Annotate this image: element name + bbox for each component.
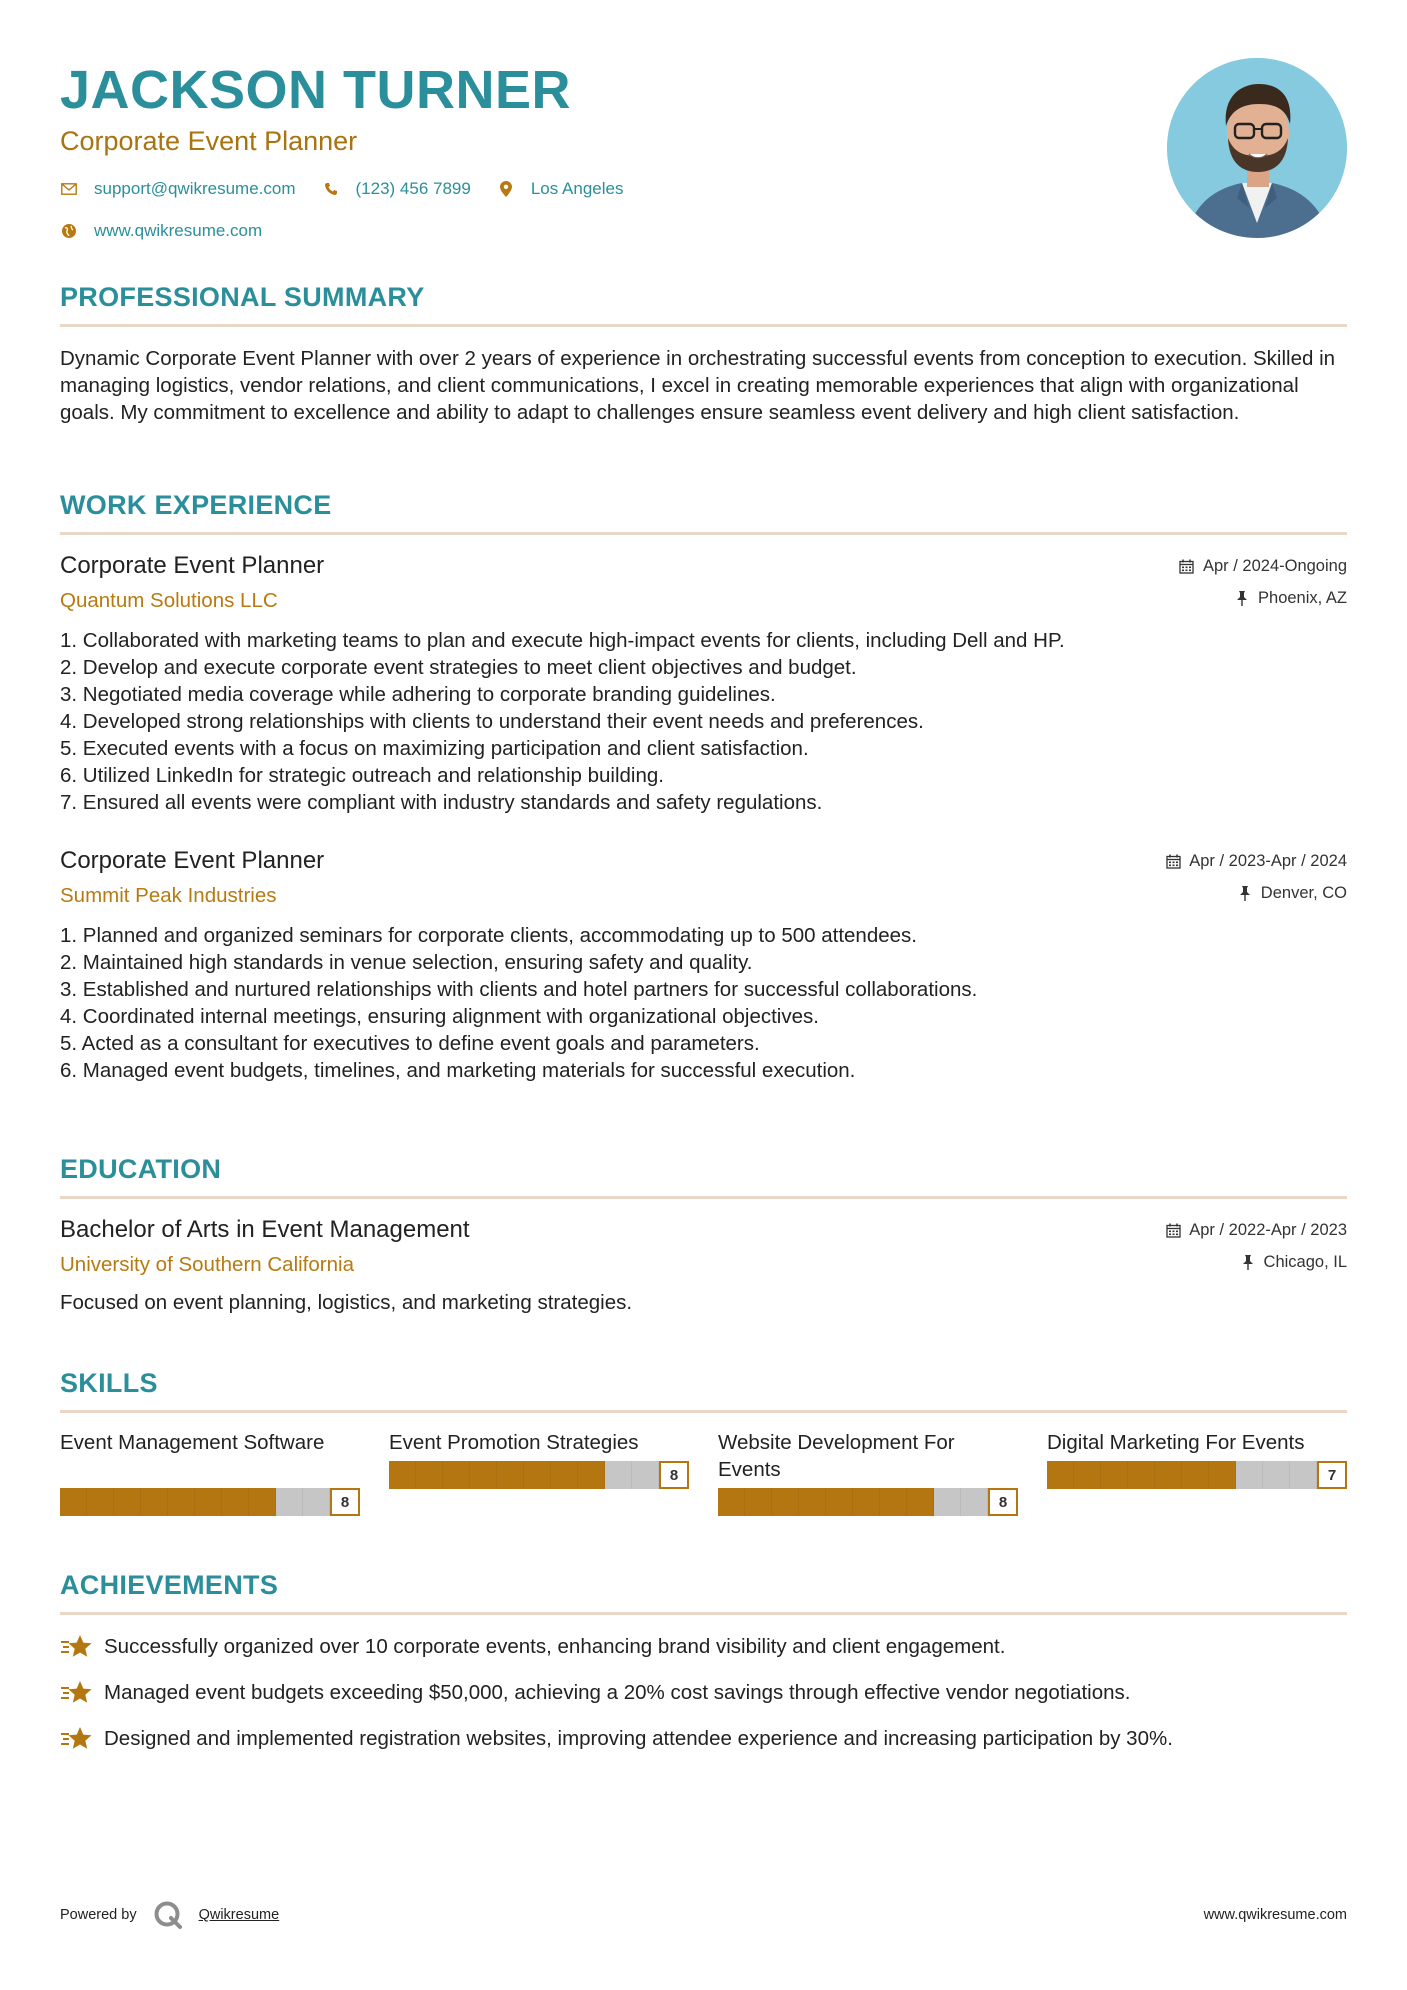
candidate-name: JACKSON TURNER bbox=[60, 60, 572, 120]
education-dates bbox=[1165, 1219, 1347, 1241]
skill-segment-filled bbox=[1101, 1461, 1128, 1489]
job-entry bbox=[60, 846, 1347, 1084]
skill-segment-empty bbox=[961, 1488, 988, 1516]
pushpin-icon bbox=[1237, 885, 1253, 901]
skill-name: Website Development For Events bbox=[718, 1431, 955, 1481]
education-heading: EDUCATION bbox=[60, 1154, 222, 1184]
job-location bbox=[1179, 587, 1347, 609]
skill-rating bbox=[718, 1488, 1018, 1516]
section-divider bbox=[60, 1612, 1347, 1615]
contact-row bbox=[60, 178, 1170, 200]
star-award-icon bbox=[60, 1633, 92, 1661]
skill-segment-empty bbox=[632, 1461, 659, 1489]
skill-segment-filled bbox=[1128, 1461, 1155, 1489]
education-section bbox=[60, 1152, 1347, 1316]
skill-segment-filled bbox=[799, 1488, 826, 1516]
skill-segment-filled bbox=[524, 1461, 551, 1489]
list-item: 2. Develop and execute corporate event strategies to meet client objectives and budget. bbox=[60, 656, 857, 679]
skill-item bbox=[718, 1429, 1018, 1516]
calendar-icon bbox=[1165, 1222, 1181, 1238]
education-location-text: Chicago, IL bbox=[1263, 1252, 1347, 1271]
job-title: Corporate Event Planner bbox=[60, 552, 325, 579]
skill-name: Event Management Software bbox=[60, 1431, 325, 1454]
skill-segment-filled bbox=[1209, 1461, 1236, 1489]
skill-bar bbox=[718, 1488, 988, 1516]
pushpin-icon bbox=[1240, 1254, 1256, 1270]
contact-location bbox=[497, 179, 624, 199]
map-pin-icon bbox=[497, 180, 515, 198]
skill-segment-filled bbox=[60, 1488, 87, 1516]
education-description: Focused on event planning, logistics, and marketing strategies. bbox=[60, 1291, 633, 1314]
skill-level-badge: 8 bbox=[330, 1488, 360, 1516]
footer bbox=[60, 1898, 1347, 1932]
achievements-section bbox=[60, 1568, 1347, 1753]
list-item: 1. Collaborated with marketing teams to plan and execute high-impact events for clients, including Dell and HP. bbox=[60, 629, 1065, 652]
skill-segment-filled bbox=[168, 1488, 195, 1516]
summary-section bbox=[60, 280, 1347, 426]
job-bullets bbox=[60, 627, 1347, 816]
phone-icon bbox=[322, 180, 340, 198]
star-award-icon bbox=[60, 1679, 92, 1707]
achievements-heading: ACHIEVEMENTS bbox=[60, 1570, 279, 1600]
skill-segment-filled bbox=[907, 1488, 934, 1516]
skill-segment-filled bbox=[1074, 1461, 1101, 1489]
contact-row-2 bbox=[60, 220, 1170, 242]
education-location bbox=[1165, 1251, 1347, 1273]
pushpin-icon bbox=[1234, 590, 1250, 606]
skill-segment-empty bbox=[1290, 1461, 1317, 1489]
skill-segment-filled bbox=[389, 1461, 416, 1489]
powered-by-label: Powered by bbox=[60, 1907, 137, 1923]
skill-segment-empty bbox=[1263, 1461, 1290, 1489]
skill-item bbox=[1047, 1429, 1347, 1516]
envelope-icon bbox=[60, 180, 78, 198]
skill-item bbox=[389, 1429, 689, 1516]
section-divider bbox=[60, 1196, 1347, 1199]
skill-segment-filled bbox=[578, 1461, 605, 1489]
skill-bar bbox=[1047, 1461, 1317, 1489]
degree-title: Bachelor of Arts in Event Management bbox=[60, 1216, 470, 1243]
list-item: 4. Coordinated internal meetings, ensuring alignment with organizational objectives. bbox=[60, 1005, 819, 1028]
list-item: 3. Established and nurtured relationships with clients and hotel partners for successful collaborations. bbox=[60, 978, 978, 1001]
skill-segment-filled bbox=[880, 1488, 907, 1516]
skill-segment-filled bbox=[745, 1488, 772, 1516]
star-award-icon bbox=[60, 1725, 92, 1753]
education-entry bbox=[60, 1215, 1347, 1316]
skill-segment-empty bbox=[1236, 1461, 1263, 1489]
powered-by bbox=[60, 1900, 279, 1930]
list-item: 1. Planned and organized seminars for corporate clients, accommodating up to 500 attendees. bbox=[60, 924, 917, 947]
skill-rating bbox=[1047, 1461, 1347, 1489]
qwikresume-logo-icon bbox=[153, 1900, 183, 1930]
achievement-item bbox=[60, 1679, 1347, 1707]
list-item: 5. Acted as a consultant for executives to define event goals and parameters. bbox=[60, 1032, 760, 1055]
candidate-role: Corporate Event Planner bbox=[60, 126, 358, 156]
achievement-text: Designed and implemented registration websites, improving attendee experience and increasing participation by 30%. bbox=[104, 1727, 1173, 1750]
skill-segment-filled bbox=[114, 1488, 141, 1516]
skills-heading: SKILLS bbox=[60, 1368, 158, 1398]
skill-segment-filled bbox=[718, 1488, 745, 1516]
skill-segment-filled bbox=[853, 1488, 880, 1516]
skill-rating bbox=[389, 1461, 689, 1489]
job-dates-text: Apr / 2024-Ongoing bbox=[1202, 556, 1347, 575]
skill-segment-filled bbox=[222, 1488, 249, 1516]
job-location-text: Phoenix, AZ bbox=[1258, 588, 1347, 607]
skill-segment-filled bbox=[141, 1488, 168, 1516]
globe-icon bbox=[60, 222, 78, 240]
job-entry bbox=[60, 551, 1347, 816]
education-meta bbox=[1165, 1219, 1347, 1273]
footer-website[interactable]: www.qwikresume.com bbox=[1203, 1907, 1347, 1923]
calendar-icon bbox=[1165, 853, 1181, 869]
achievement-text: Successfully organized over 10 corporate events, enhancing brand visibility and client engagement. bbox=[104, 1635, 1006, 1658]
job-dates bbox=[1179, 555, 1347, 577]
skill-level-badge: 7 bbox=[1317, 1461, 1347, 1489]
education-dates-text: Apr / 2022-Apr / 2023 bbox=[1189, 1220, 1347, 1239]
section-divider bbox=[60, 1410, 1347, 1413]
location-text: Los Angeles bbox=[530, 179, 624, 198]
skill-bar bbox=[60, 1488, 330, 1516]
job-company: Summit Peak Industries bbox=[60, 884, 277, 907]
achievement-text: Managed event budgets exceeding $50,000, achieving a 20% cost savings through effective vendor negotiations. bbox=[104, 1681, 1131, 1704]
phone-text: (123) 456 7899 bbox=[355, 179, 471, 198]
section-divider bbox=[60, 324, 1347, 327]
job-title: Corporate Event Planner bbox=[60, 847, 325, 874]
skill-segment-filled bbox=[551, 1461, 578, 1489]
achievement-item bbox=[60, 1725, 1347, 1753]
skill-segment-filled bbox=[87, 1488, 114, 1516]
skill-segment-filled bbox=[470, 1461, 497, 1489]
calendar-icon bbox=[1179, 558, 1195, 574]
profile-photo bbox=[1167, 58, 1347, 238]
contact-email[interactable] bbox=[60, 179, 296, 199]
experience-heading: WORK EXPERIENCE bbox=[60, 490, 332, 520]
skill-segment-empty bbox=[605, 1461, 632, 1489]
skill-rating bbox=[60, 1488, 360, 1516]
skill-level-badge: 8 bbox=[659, 1461, 689, 1489]
brand-link[interactable]: Qwikresume bbox=[198, 1907, 280, 1923]
experience-section bbox=[60, 488, 1347, 1084]
skill-segment-filled bbox=[1155, 1461, 1182, 1489]
skill-segment-filled bbox=[195, 1488, 222, 1516]
skill-segment-filled bbox=[826, 1488, 853, 1516]
contact-website[interactable] bbox=[60, 221, 262, 241]
header bbox=[60, 60, 1170, 250]
skill-segment-filled bbox=[1182, 1461, 1209, 1489]
skills-list bbox=[60, 1429, 1347, 1516]
job-meta bbox=[1179, 555, 1347, 609]
skill-segment-filled bbox=[249, 1488, 276, 1516]
school-name: University of Southern California bbox=[60, 1253, 354, 1276]
job-location bbox=[1165, 882, 1347, 904]
skill-level-badge: 8 bbox=[988, 1488, 1018, 1516]
skill-segment-filled bbox=[1047, 1461, 1074, 1489]
achievement-item bbox=[60, 1633, 1347, 1661]
skill-name: Event Promotion Strategies bbox=[389, 1431, 639, 1454]
job-company: Quantum Solutions LLC bbox=[60, 589, 278, 612]
job-bullets bbox=[60, 922, 1347, 1084]
skill-segment-empty bbox=[276, 1488, 303, 1516]
list-item: 6. Managed event budgets, timelines, and marketing materials for successful execution. bbox=[60, 1059, 856, 1082]
skill-bar bbox=[389, 1461, 659, 1489]
skill-segment-filled bbox=[497, 1461, 524, 1489]
skill-name: Digital Marketing For Events bbox=[1047, 1431, 1305, 1454]
contact-phone[interactable] bbox=[322, 179, 471, 199]
skill-segment-empty bbox=[934, 1488, 961, 1516]
list-item: 3. Negotiated media coverage while adhering to corporate branding guidelines. bbox=[60, 683, 776, 706]
skill-item bbox=[60, 1429, 360, 1516]
job-dates bbox=[1165, 850, 1347, 872]
job-dates-text: Apr / 2023-Apr / 2024 bbox=[1189, 851, 1347, 870]
list-item: 2. Maintained high standards in venue selection, ensuring safety and quality. bbox=[60, 951, 753, 974]
job-location-text: Denver, CO bbox=[1260, 883, 1347, 902]
list-item: 5. Executed events with a focus on maximizing participation and client satisfaction. bbox=[60, 737, 809, 760]
summary-heading: PROFESSIONAL SUMMARY bbox=[60, 282, 425, 312]
job-meta bbox=[1165, 850, 1347, 904]
skills-section bbox=[60, 1366, 1347, 1516]
website-text: www.qwikresume.com bbox=[94, 221, 263, 240]
skill-segment-filled bbox=[443, 1461, 470, 1489]
list-item: 6. Utilized LinkedIn for strategic outreach and relationship building. bbox=[60, 764, 664, 787]
skill-segment-empty bbox=[303, 1488, 330, 1516]
summary-text: Dynamic Corporate Event Planner with over 2 years of experience in orchestrating successful events from conception to execution. Skilled in managing logistics, vendor relations, and client communications, I excel in creating memorable experiences that align with organizational goals. My commitment to excellence and ability to adapt to challenges ensure seamless event delivery and high client satisfaction. bbox=[60, 347, 1336, 424]
email-text: support@qwikresume.com bbox=[94, 179, 296, 198]
skill-segment-filled bbox=[772, 1488, 799, 1516]
skill-segment-filled bbox=[416, 1461, 443, 1489]
section-divider bbox=[60, 532, 1347, 535]
list-item: 7. Ensured all events were compliant with industry standards and safety regulations. bbox=[60, 791, 823, 814]
list-item: 4. Developed strong relationships with clients to understand their event needs and preferences. bbox=[60, 710, 924, 733]
